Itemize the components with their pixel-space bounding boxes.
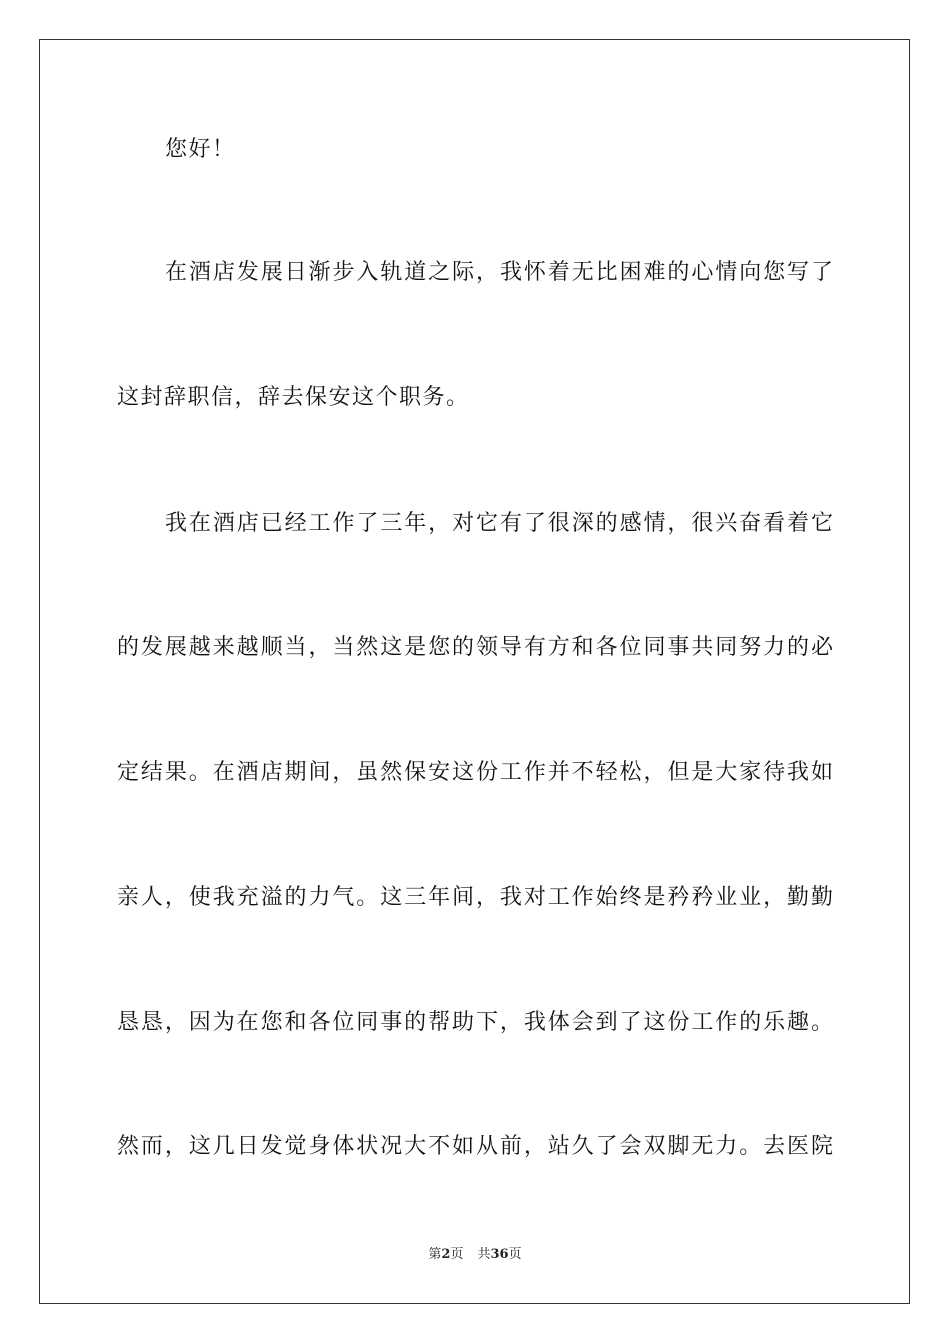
- paragraph-2-line-1: 我在酒店已经工作了三年，对它有了很深的感情，很兴奋看着它: [165, 511, 833, 536]
- page-label-suffix: 页: [450, 1247, 464, 1262]
- paragraph-2-line-4: 亲人，使我充溢的力气。这三年间，我对工作始终是矜矜业业，勤勤: [117, 885, 833, 910]
- greeting-line: 您好！: [165, 137, 236, 162]
- paragraph-2-line-5: 恳恳，因为在您和各位同事的帮助下，我体会到了这份工作的乐趣。: [117, 1010, 833, 1035]
- page-frame: [39, 39, 910, 1304]
- paragraph-2-line-3: 定结果。在酒店期间，虽然保安这份工作并不轻松，但是大家待我如: [117, 760, 833, 785]
- paragraph-2-line-6: 然而，这几日发觉身体状况大不如从前，站久了会双脚无力。去医院: [117, 1134, 833, 1159]
- page-label-prefix: 第: [428, 1247, 442, 1262]
- page-number: 2: [441, 1247, 451, 1262]
- total-label-prefix: 共: [477, 1247, 491, 1262]
- total-label-suffix: 页: [508, 1247, 522, 1262]
- paragraph-1-line-1: 在酒店发展日渐步入轨道之际，我怀着无比困难的心情向您写了: [165, 260, 833, 285]
- page-footer: [0, 1246, 950, 1264]
- paragraph-2-line-2: 的发展越来越顺当，当然这是您的领导有方和各位同事共同努力的必: [117, 635, 833, 660]
- paragraph-1-line-2: 这封辞职信，辞去保安这个职务。: [117, 385, 470, 410]
- total-pages: 36: [490, 1247, 509, 1262]
